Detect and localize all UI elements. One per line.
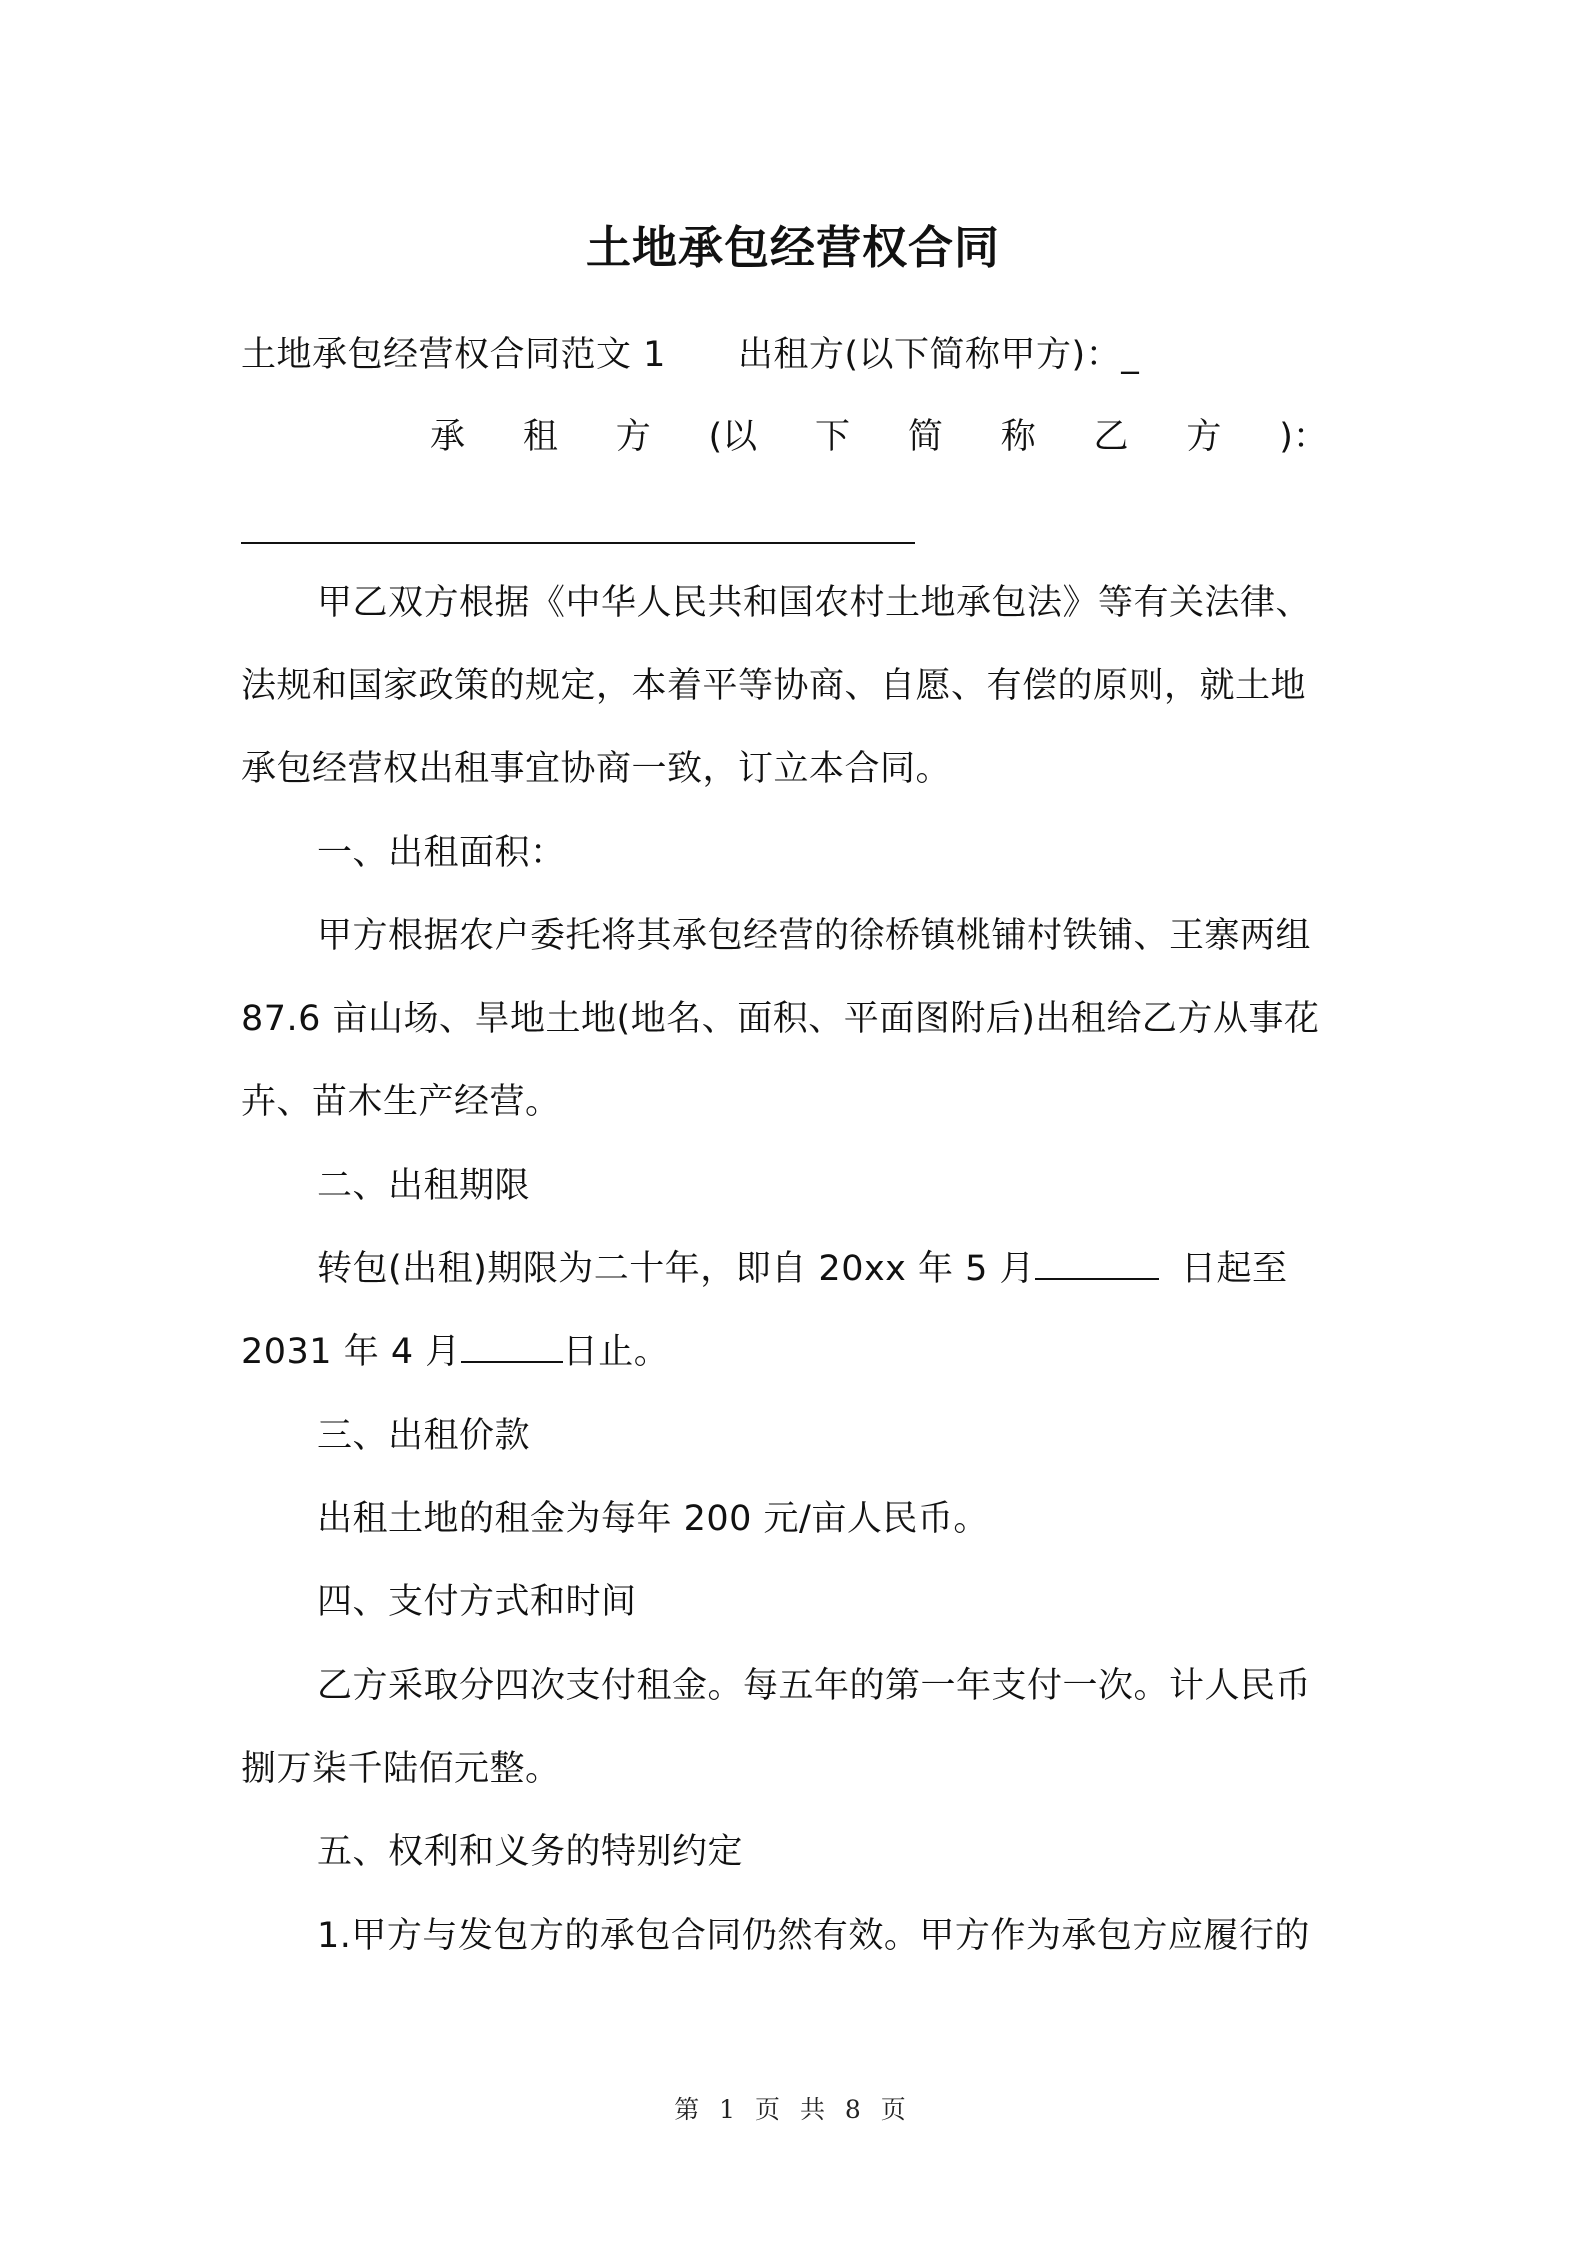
lessor-label: 出租方(以下简称甲方)：_ xyxy=(737,335,1140,375)
section-heading: 一、出租面积： xyxy=(317,833,566,873)
section-body-line: 捌万柒千陆佰元整。 xyxy=(241,1749,561,1789)
para1-line: 承包经营权出租事宜协商一致，订立本合同。 xyxy=(241,749,952,789)
term-line xyxy=(317,1244,1357,1294)
lessee-char: 乙 xyxy=(1093,417,1129,457)
section-heading: 三、出租价款 xyxy=(317,1416,531,1456)
lessee-char: )： xyxy=(1279,417,1328,457)
intro-left-text: 土地承包经营权合同范文 1 xyxy=(241,335,666,375)
lessee-line xyxy=(430,412,1328,462)
page-number: 第 1 页 共 8 页 xyxy=(674,2095,912,2124)
lessee-char: 租 xyxy=(522,417,558,457)
lessee-char: 简 xyxy=(907,417,943,457)
section-body-line: 1.甲方与发包方的承包合同仍然有效。甲方作为承包方应履行的 xyxy=(317,1916,1310,1956)
lessee-blank-line xyxy=(241,542,915,544)
para1-line: 甲乙双方根据《中华人民共和国农村土地承包法》等有关法律、 xyxy=(317,583,1312,623)
section-body-line: 卉、苗木生产经营。 xyxy=(241,1082,561,1122)
term-end-suffix: 日止。 xyxy=(562,1332,670,1372)
lessee-char: 下 xyxy=(815,417,851,457)
intro-line xyxy=(241,330,1356,380)
day-blank xyxy=(1035,1246,1159,1280)
day-blank xyxy=(461,1329,563,1363)
section-body-line: 乙方采取分四次支付租金。每五年的第一年支付一次。计人民币 xyxy=(317,1666,1312,1706)
document-title: 土地承包经营权合同 xyxy=(585,221,1000,274)
section-heading: 二、出租期限 xyxy=(317,1166,531,1206)
section-body-line: 甲方根据农户委托将其承包经营的徐桥镇桃铺村铁铺、王寨两组 xyxy=(317,916,1312,956)
section-heading: 四、支付方式和时间 xyxy=(317,1582,637,1622)
section-body-line: 出租土地的租金为每年 200 元/亩人民币。 xyxy=(317,1499,989,1539)
para1-line: 法规和国家政策的规定，本着平等协商、自愿、有偿的原则，就土地 xyxy=(241,666,1307,706)
lessee-char: 方 xyxy=(1186,417,1222,457)
lessee-char: 称 xyxy=(1000,417,1036,457)
term-start-suffix: 日起至 xyxy=(1181,1249,1288,1289)
term-start-text: 转包(出租)期限为二十年，即自 20xx 年 5 月 xyxy=(317,1249,1036,1289)
lessee-char: 方 xyxy=(615,417,651,457)
term-line xyxy=(241,1327,1356,1377)
lessee-char: (以 xyxy=(708,417,758,457)
lessee-char: 承 xyxy=(430,417,466,457)
term-end-text: 2031 年 4 月 xyxy=(241,1332,461,1372)
section-body-line: 87.6 亩山场、旱地土地(地名、面积、平面图附后)出租给乙方从事花 xyxy=(241,999,1320,1039)
section-heading: 五、权利和义务的特别约定 xyxy=(317,1832,744,1872)
